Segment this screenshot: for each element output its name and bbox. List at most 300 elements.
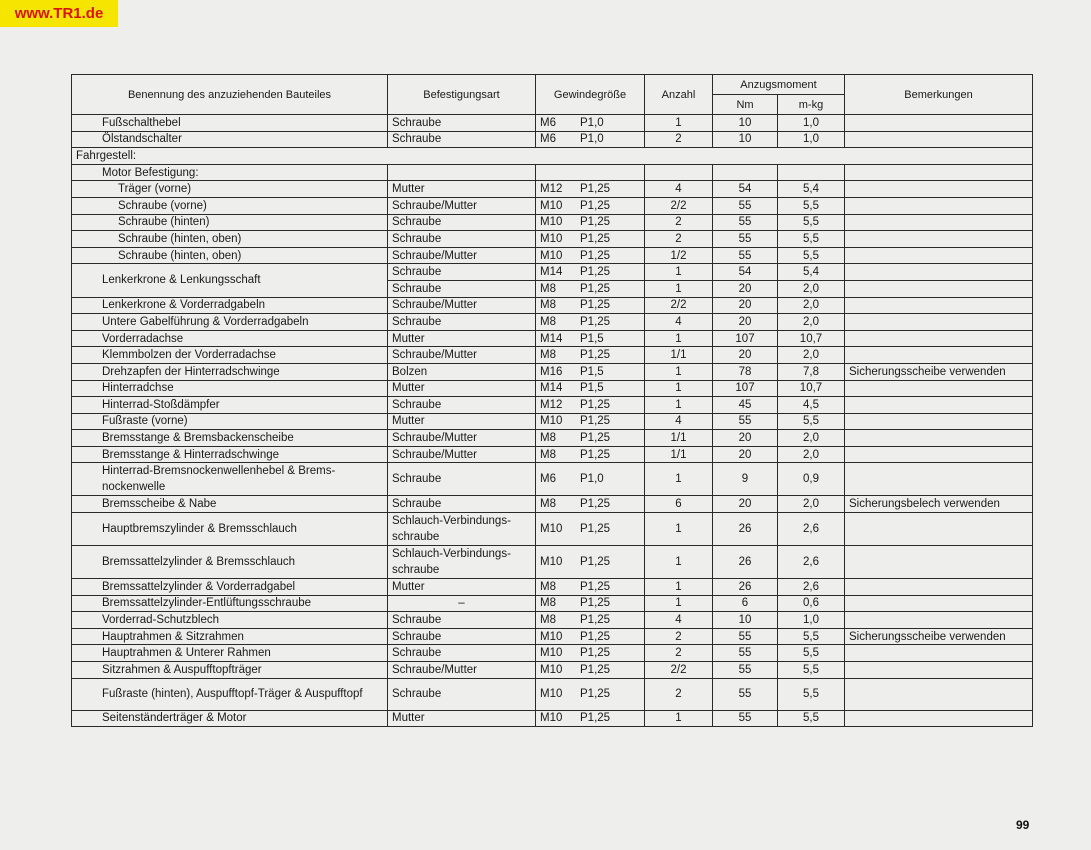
cell-anzahl: 1/2 [645, 247, 713, 264]
cell-anzahl: 1 [645, 330, 713, 347]
table-header [72, 75, 1033, 115]
cell-anzahl: 4 [645, 413, 713, 430]
cell-nm [713, 164, 778, 181]
cell-anzahl: 1 [645, 264, 713, 281]
table-row [72, 131, 1033, 148]
cell-befestigungsart: Schraube/Mutter [388, 247, 536, 264]
cell-befestigungsart: Schraube [388, 463, 536, 496]
thread-size: M10 [540, 688, 563, 701]
thread-size: M6 [540, 473, 556, 486]
cell-befestigungsart: Schlauch-Verbindungs-schraube [388, 513, 536, 546]
cell-mkg: 5,5 [778, 645, 845, 662]
cell-gewindegroesse [536, 231, 645, 248]
cell-gewindegroesse [536, 496, 645, 513]
cell-bemerkungen [845, 314, 1033, 331]
cell-befestigungsart: Bolzen [388, 363, 536, 380]
col-header-mkg: m-kg [778, 95, 845, 115]
table-row [72, 197, 1033, 214]
cell-mkg: 5,5 [778, 662, 845, 679]
cell-mkg: 10,7 [778, 380, 845, 397]
thread-size: M14 [540, 332, 563, 345]
cell-mkg: 5,5 [778, 231, 845, 248]
table-row [72, 446, 1033, 463]
cell-bemerkungen [845, 164, 1033, 181]
table-row [72, 231, 1033, 248]
cell-mkg: 1,0 [778, 115, 845, 132]
cell-nm: 107 [713, 380, 778, 397]
cell-gewindegroesse [536, 297, 645, 314]
cell-bemerkungen [845, 297, 1033, 314]
cell-befestigungsart: Schraube [388, 280, 536, 297]
thread-pitch: P1,0 [580, 116, 604, 129]
cell-bemerkungen [845, 513, 1033, 546]
thread-pitch: P1,25 [580, 315, 611, 328]
thread-size: M10 [540, 249, 563, 262]
cell-befestigungsart: Schraube [388, 314, 536, 331]
cell-nm: 20 [713, 297, 778, 314]
cell-mkg: 2,0 [778, 280, 845, 297]
cell-gewindegroesse [536, 678, 645, 710]
cell-benennung: Seitenständerträger & Motor [72, 710, 388, 727]
cell-bemerkungen [845, 579, 1033, 596]
cell-anzahl: 2/2 [645, 297, 713, 314]
cell-nm: 10 [713, 131, 778, 148]
cell-benennung: Hauptrahmen & Unterer Rahmen [72, 645, 388, 662]
cell-anzahl: 2 [645, 628, 713, 645]
cell-gewindegroesse [536, 513, 645, 546]
cell-nm: 20 [713, 280, 778, 297]
cell-anzahl: 1 [645, 513, 713, 546]
cell-bemerkungen [845, 280, 1033, 297]
thread-pitch: P1,25 [580, 647, 611, 660]
cell-befestigungsart: Mutter [388, 380, 536, 397]
cell-befestigungsart: Schraube [388, 678, 536, 710]
cell-nm: 107 [713, 330, 778, 347]
table-row [72, 181, 1033, 198]
cell-anzahl [645, 164, 713, 181]
thread-size: M10 [540, 199, 563, 212]
cell-nm: 55 [713, 645, 778, 662]
thread-size: M10 [540, 712, 563, 725]
cell-befestigungsart: Schraube/Mutter [388, 446, 536, 463]
cell-anzahl: 1 [645, 397, 713, 414]
thread-pitch: P1,25 [580, 282, 611, 295]
cell-mkg: 5,5 [778, 247, 845, 264]
cell-anzahl: 1 [645, 380, 713, 397]
cell-benennung: Schraube (hinten) [72, 214, 388, 231]
cell-befestigungsart: Schraube/Mutter [388, 297, 536, 314]
cell-bemerkungen [845, 131, 1033, 148]
section-heading: Fahrgestell: [72, 148, 1033, 165]
cell-bemerkungen [845, 397, 1033, 414]
thread-pitch: P1,5 [580, 365, 604, 378]
cell-nm: 54 [713, 181, 778, 198]
cell-mkg: 1,0 [778, 612, 845, 629]
cell-gewindegroesse [536, 413, 645, 430]
cell-gewindegroesse [536, 430, 645, 447]
thread-pitch: P1,25 [580, 349, 611, 362]
col-header-anzahl: Anzahl [645, 75, 713, 115]
cell-benennung: Vorderrad-Schutzblech [72, 612, 388, 629]
thread-pitch: P1,25 [580, 249, 611, 262]
thread-pitch: P1,25 [580, 712, 611, 725]
cell-gewindegroesse [536, 612, 645, 629]
thread-pitch: P1,25 [580, 556, 611, 569]
cell-benennung: Schraube (hinten, oben) [72, 247, 388, 264]
cell-benennung: Fußschalthebel [72, 115, 388, 132]
cell-mkg: 0,6 [778, 595, 845, 612]
watermark-logo: www.TR1.de [0, 0, 118, 27]
thread-pitch: P1,25 [580, 523, 611, 536]
cell-mkg: 5,4 [778, 181, 845, 198]
cell-benennung: Bremsstange & Hinterradschwinge [72, 446, 388, 463]
cell-anzahl: 6 [645, 496, 713, 513]
cell-bemerkungen [845, 612, 1033, 629]
cell-gewindegroesse [536, 710, 645, 727]
cell-benennung: Schraube (vorne) [72, 197, 388, 214]
cell-nm: 45 [713, 397, 778, 414]
thread-size: M8 [540, 299, 556, 312]
cell-gewindegroesse [536, 115, 645, 132]
cell-anzahl: 4 [645, 181, 713, 198]
table-row [72, 397, 1033, 414]
cell-anzahl: 1 [645, 710, 713, 727]
cell-benennung: Lenkerkrone & Lenkungsschaft [72, 264, 388, 297]
cell-benennung: Bremsscheibe & Nabe [72, 496, 388, 513]
thread-pitch: P1,25 [580, 432, 611, 445]
table-row [72, 496, 1033, 513]
cell-bemerkungen [845, 247, 1033, 264]
cell-befestigungsart: Schraube/Mutter [388, 662, 536, 679]
cell-benennung: Bremssattelzylinder & Vorderradgabel [72, 579, 388, 596]
cell-bemerkungen [845, 347, 1033, 364]
cell-mkg: 0,9 [778, 463, 845, 496]
thread-size: M12 [540, 183, 563, 196]
cell-anzahl: 1/1 [645, 347, 713, 364]
cell-nm: 54 [713, 264, 778, 281]
cell-befestigungsart: Schraube [388, 645, 536, 662]
cell-mkg: 5,4 [778, 264, 845, 281]
cell-gewindegroesse [536, 446, 645, 463]
cell-benennung: Hinterrad-Stoßdämpfer [72, 397, 388, 414]
thread-pitch: P1,25 [580, 614, 611, 627]
cell-befestigungsart [388, 164, 536, 181]
thread-size: M14 [540, 382, 563, 395]
cell-bemerkungen [845, 181, 1033, 198]
cell-gewindegroesse [536, 330, 645, 347]
cell-gewindegroesse [536, 463, 645, 496]
thread-pitch: P1,0 [580, 133, 604, 146]
table-row [72, 430, 1033, 447]
cell-anzahl: 1/1 [645, 446, 713, 463]
cell-nm: 20 [713, 314, 778, 331]
thread-pitch: P1,25 [580, 183, 611, 196]
cell-mkg: 2,0 [778, 314, 845, 331]
cell-bemerkungen [845, 430, 1033, 447]
cell-befestigungsart: Schraube [388, 397, 536, 414]
cell-mkg: 2,0 [778, 430, 845, 447]
cell-befestigungsart: Schraube [388, 131, 536, 148]
cell-nm: 55 [713, 678, 778, 710]
thread-size: M10 [540, 630, 563, 643]
thread-size: M10 [540, 663, 563, 676]
cell-mkg: 10,7 [778, 330, 845, 347]
cell-anzahl: 2 [645, 214, 713, 231]
cell-mkg: 5,5 [778, 628, 845, 645]
table-row [72, 413, 1033, 430]
table-row [72, 164, 1033, 181]
thread-pitch: P1,25 [580, 199, 611, 212]
cell-mkg: 2,6 [778, 546, 845, 579]
col-header-gewindegroesse: Gewindegröße [536, 75, 645, 115]
col-header-anzugsmoment: Anzugsmoment [713, 75, 845, 95]
cell-bemerkungen [845, 231, 1033, 248]
cell-nm: 55 [713, 662, 778, 679]
cell-nm: 55 [713, 231, 778, 248]
cell-nm: 9 [713, 463, 778, 496]
thread-pitch: P1,25 [580, 299, 611, 312]
col-header-nm: Nm [713, 95, 778, 115]
cell-nm: 78 [713, 363, 778, 380]
table-row [72, 662, 1033, 679]
cell-benennung: Bremssattelzylinder & Bremsschlauch [72, 546, 388, 579]
cell-mkg: 2,0 [778, 446, 845, 463]
thread-size: M12 [540, 398, 563, 411]
table-row [72, 247, 1033, 264]
cell-anzahl: 1 [645, 363, 713, 380]
cell-bemerkungen [845, 264, 1033, 281]
cell-bemerkungen [845, 595, 1033, 612]
cell-gewindegroesse [536, 363, 645, 380]
table-row [72, 595, 1033, 612]
thread-size: M8 [540, 282, 556, 295]
cell-gewindegroesse [536, 164, 645, 181]
cell-befestigungsart: – [388, 595, 536, 612]
cell-benennung: Hinterrad-Bremsnockenwellenhebel & Brems-nockenwelle [72, 463, 388, 496]
table-row [72, 214, 1033, 231]
table-row [72, 347, 1033, 364]
cell-befestigungsart: Schraube [388, 231, 536, 248]
thread-pitch: P1,25 [580, 415, 611, 428]
table-row [72, 363, 1033, 380]
cell-anzahl: 1 [645, 115, 713, 132]
thread-size: M8 [540, 597, 556, 610]
cell-benennung: Klemmbolzen der Vorderradachse [72, 347, 388, 364]
thread-size: M10 [540, 415, 563, 428]
table-body [72, 115, 1033, 727]
cell-benennung: Lenkerkrone & Vorderradgabeln [72, 297, 388, 314]
table-row [72, 380, 1033, 397]
cell-befestigungsart: Schraube [388, 628, 536, 645]
cell-gewindegroesse [536, 662, 645, 679]
thread-pitch: P1,25 [580, 580, 611, 593]
cell-anzahl: 2/2 [645, 662, 713, 679]
cell-bemerkungen [845, 330, 1033, 347]
page-number: 99 [1016, 818, 1030, 832]
cell-befestigungsart: Schraube [388, 214, 536, 231]
thread-size: M8 [540, 432, 556, 445]
cell-benennung: Bremsstange & Bremsbackenscheibe [72, 430, 388, 447]
table-row [72, 297, 1033, 314]
cell-mkg: 2,6 [778, 579, 845, 596]
cell-befestigungsart: Schraube [388, 496, 536, 513]
cell-bemerkungen [845, 710, 1033, 727]
cell-befestigungsart: Mutter [388, 330, 536, 347]
cell-bemerkungen [845, 662, 1033, 679]
cell-mkg: 1,0 [778, 131, 845, 148]
table-row [72, 463, 1033, 496]
cell-nm: 20 [713, 446, 778, 463]
cell-mkg [778, 164, 845, 181]
cell-gewindegroesse [536, 314, 645, 331]
cell-gewindegroesse [536, 380, 645, 397]
cell-nm: 26 [713, 546, 778, 579]
cell-mkg: 4,5 [778, 397, 845, 414]
cell-benennung: Sitzrahmen & Auspufftopfträger [72, 662, 388, 679]
cell-befestigungsart: Schraube [388, 612, 536, 629]
thread-size: M8 [540, 315, 556, 328]
cell-anzahl: 1 [645, 463, 713, 496]
thread-size: M8 [540, 349, 556, 362]
thread-pitch: P1,5 [580, 332, 604, 345]
cell-benennung: Fußraste (hinten), Auspufftopf-Träger & Auspufftopf [72, 678, 388, 710]
cell-gewindegroesse [536, 264, 645, 281]
cell-bemerkungen: Sicherungsbelech verwenden [845, 496, 1033, 513]
cell-bemerkungen [845, 214, 1033, 231]
cell-anzahl: 1 [645, 280, 713, 297]
cell-gewindegroesse [536, 197, 645, 214]
cell-bemerkungen: Sicherungsscheibe verwenden [845, 628, 1033, 645]
table-row [72, 330, 1033, 347]
cell-mkg: 2,0 [778, 347, 845, 364]
cell-anzahl: 2 [645, 131, 713, 148]
cell-gewindegroesse [536, 595, 645, 612]
cell-befestigungsart: Schlauch-Verbindungs-schraube [388, 546, 536, 579]
thread-pitch: P1,25 [580, 266, 611, 279]
table-row [72, 612, 1033, 629]
thread-size: M10 [540, 232, 563, 245]
thread-pitch: P1,25 [580, 663, 611, 676]
cell-nm: 20 [713, 496, 778, 513]
cell-bemerkungen: Sicherungsscheibe verwenden [845, 363, 1033, 380]
table-row [72, 148, 1033, 165]
thread-size: M8 [540, 580, 556, 593]
cell-gewindegroesse [536, 131, 645, 148]
cell-mkg: 7,8 [778, 363, 845, 380]
cell-gewindegroesse [536, 579, 645, 596]
cell-mkg: 2,6 [778, 513, 845, 546]
cell-gewindegroesse [536, 247, 645, 264]
table-row [72, 579, 1033, 596]
cell-nm: 55 [713, 247, 778, 264]
thread-size: M10 [540, 556, 563, 569]
cell-befestigungsart: Schraube [388, 264, 536, 281]
table-row [72, 314, 1033, 331]
cell-benennung: Träger (vorne) [72, 181, 388, 198]
cell-benennung: Hauptrahmen & Sitzrahmen [72, 628, 388, 645]
cell-befestigungsart: Mutter [388, 181, 536, 198]
cell-benennung: Untere Gabelführung & Vorderradgabeln [72, 314, 388, 331]
cell-nm: 20 [713, 347, 778, 364]
cell-nm: 55 [713, 197, 778, 214]
cell-gewindegroesse [536, 181, 645, 198]
cell-bemerkungen [845, 463, 1033, 496]
cell-gewindegroesse [536, 628, 645, 645]
cell-nm: 6 [713, 595, 778, 612]
thread-pitch: P1,25 [580, 232, 611, 245]
thread-pitch: P1,5 [580, 382, 604, 395]
col-header-bemerkungen: Bemerkungen [845, 75, 1033, 115]
cell-bemerkungen [845, 115, 1033, 132]
cell-anzahl: 1 [645, 595, 713, 612]
cell-gewindegroesse [536, 347, 645, 364]
cell-benennung: Vorderradachse [72, 330, 388, 347]
cell-bemerkungen [845, 678, 1033, 710]
cell-mkg: 2,0 [778, 297, 845, 314]
cell-nm: 10 [713, 612, 778, 629]
cell-benennung: Drehzapfen der Hinterradschwinge [72, 363, 388, 380]
table-row [72, 264, 1033, 281]
cell-nm: 55 [713, 628, 778, 645]
cell-befestigungsart: Schraube/Mutter [388, 197, 536, 214]
cell-anzahl: 2 [645, 678, 713, 710]
table-row [72, 710, 1033, 727]
thread-size: M8 [540, 448, 556, 461]
thread-size: M8 [540, 498, 556, 511]
cell-benennung: Hinterradchse [72, 380, 388, 397]
thread-pitch: P1,0 [580, 473, 604, 486]
cell-befestigungsart: Mutter [388, 579, 536, 596]
thread-size: M10 [540, 523, 563, 536]
torque-spec-table [71, 74, 1033, 727]
cell-nm: 55 [713, 413, 778, 430]
cell-befestigungsart: Mutter [388, 413, 536, 430]
cell-bemerkungen [845, 546, 1033, 579]
cell-nm: 55 [713, 710, 778, 727]
cell-gewindegroesse [536, 397, 645, 414]
cell-befestigungsart: Schraube [388, 115, 536, 132]
cell-gewindegroesse [536, 546, 645, 579]
thread-size: M8 [540, 614, 556, 627]
table-row [72, 645, 1033, 662]
cell-benennung: Ölstandschalter [72, 131, 388, 148]
cell-nm: 10 [713, 115, 778, 132]
cell-gewindegroesse [536, 280, 645, 297]
cell-anzahl: 1/1 [645, 430, 713, 447]
cell-mkg: 5,5 [778, 197, 845, 214]
thread-pitch: P1,25 [580, 398, 611, 411]
cell-anzahl: 2/2 [645, 197, 713, 214]
thread-pitch: P1,25 [580, 216, 611, 229]
cell-bemerkungen [845, 197, 1033, 214]
table-row [72, 115, 1033, 132]
cell-anzahl: 2 [645, 645, 713, 662]
cell-bemerkungen [845, 645, 1033, 662]
thread-size: M6 [540, 133, 556, 146]
cell-nm: 26 [713, 579, 778, 596]
cell-mkg: 2,0 [778, 496, 845, 513]
thread-pitch: P1,25 [580, 688, 611, 701]
col-header-befestigungsart: Befestigungsart [388, 75, 536, 115]
thread-pitch: P1,25 [580, 597, 611, 610]
thread-size: M10 [540, 647, 563, 660]
col-header-benennung: Benennung des anzuziehenden Bauteiles [72, 75, 388, 115]
cell-befestigungsart: Schraube/Mutter [388, 347, 536, 364]
cell-nm: 26 [713, 513, 778, 546]
cell-bemerkungen [845, 446, 1033, 463]
cell-anzahl: 1 [645, 546, 713, 579]
cell-anzahl: 2 [645, 231, 713, 248]
